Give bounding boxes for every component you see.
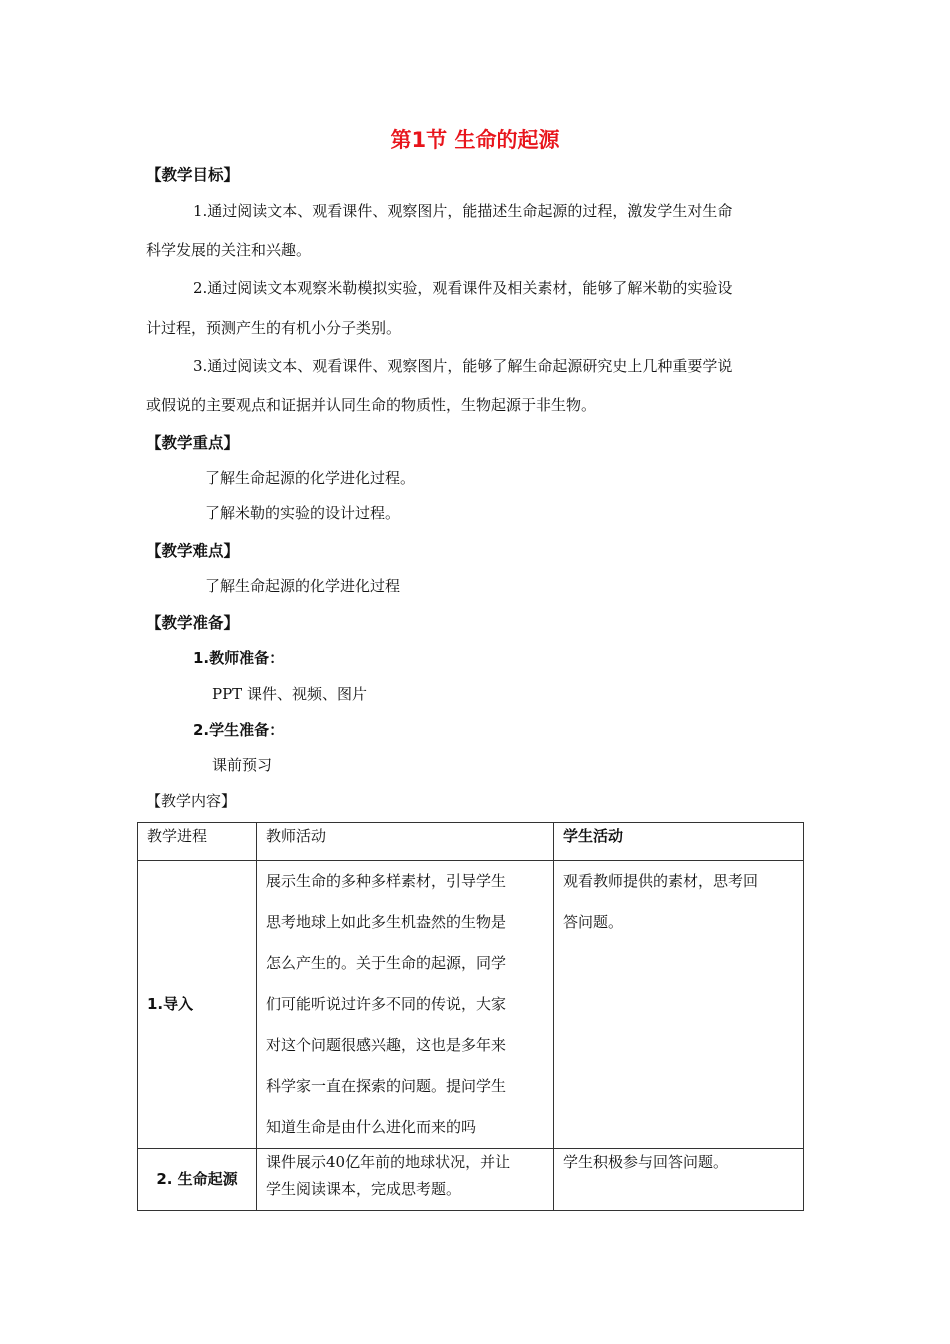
page-title: 第1节 生命的起源 xyxy=(390,128,560,152)
teacher-line: 课件展示40亿年前的地球状况，并让 xyxy=(266,1153,511,1171)
key-points-heading: 【教学重点】 xyxy=(146,434,240,452)
stage-cell: 1.导入 xyxy=(138,861,257,1149)
difficulty-1: 了解生命起源的化学进化过程 xyxy=(205,577,401,595)
difficulties-heading: 【教学难点】 xyxy=(146,542,240,560)
teacher-line: 知道生命是由什么进化而来的吗 xyxy=(266,1118,477,1136)
table-row xyxy=(138,1149,804,1211)
teacher-line: 对这个问题很感兴趣，这也是多年来 xyxy=(266,1036,507,1054)
header-teacher-activity: 教师活动 xyxy=(257,823,554,861)
teacher-line: 学生阅读课本，完成思考题。 xyxy=(266,1180,462,1198)
student-line: 观看教师提供的素材，思考回 xyxy=(563,872,759,890)
objectives-heading: 【教学目标】 xyxy=(146,166,240,184)
objective-3-line2: 或假说的主要观点和证据并认同生命的物质性，生物起源于非生物。 xyxy=(146,396,597,414)
student-prep-label: 2.学生准备： xyxy=(193,721,285,739)
teacher-line: 展示生命的多种多样素材，引导学生 xyxy=(266,872,507,890)
objective-1-line2: 科学发展的关注和兴趣。 xyxy=(146,241,312,259)
key-point-1: 了解生命起源的化学进化过程。 xyxy=(205,469,416,487)
teacher-prep-text: PPT 课件、视频、图片 xyxy=(212,685,367,703)
stage-cell: 2. 生命起源 xyxy=(138,1149,257,1211)
teacher-line: 科学家一直在探索的问题。提问学生 xyxy=(266,1077,507,1095)
objective-3-line1: 3.通过阅读文本、观看课件、观察图片，能够了解生命起源研究史上几种重要学说 xyxy=(193,357,733,375)
student-line: 学生积极参与回答问题。 xyxy=(563,1153,729,1171)
student-line: 答问题。 xyxy=(563,913,624,931)
objective-2-line1: 2.通过阅读文本观察米勒模拟实验，观看课件及相关素材，能够了解米勒的实验设 xyxy=(193,279,733,297)
table-row xyxy=(138,861,804,1149)
table-header-row xyxy=(138,823,804,861)
objective-2-line2: 计过程，预测产生的有机小分子类别。 xyxy=(146,319,402,337)
content-heading: 【教学内容】 xyxy=(146,792,237,810)
student-activity-cell xyxy=(554,1149,804,1211)
teacher-activity-cell xyxy=(257,861,554,1149)
student-prep-text: 课前预习 xyxy=(212,756,273,774)
teacher-activity-cell xyxy=(257,1149,554,1211)
header-stage: 教学进程 xyxy=(138,823,257,861)
objective-1-line1: 1.通过阅读文本、观看课件、观察图片，能描述生命起源的过程，激发学生对生命 xyxy=(193,202,733,220)
student-activity-cell xyxy=(554,861,804,1149)
teacher-line: 思考地球上如此多生机盎然的生物是 xyxy=(266,913,507,931)
teacher-line: 们可能听说过许多不同的传说，大家 xyxy=(266,995,507,1013)
teacher-prep-label: 1.教师准备： xyxy=(193,649,285,667)
header-student-activity: 学生活动 xyxy=(554,823,804,861)
lesson-plan-table xyxy=(137,822,804,1211)
key-point-2: 了解米勒的实验的设计过程。 xyxy=(205,504,401,522)
teacher-line: 怎么产生的。关于生命的起源，同学 xyxy=(266,954,507,972)
preparation-heading: 【教学准备】 xyxy=(146,614,240,632)
